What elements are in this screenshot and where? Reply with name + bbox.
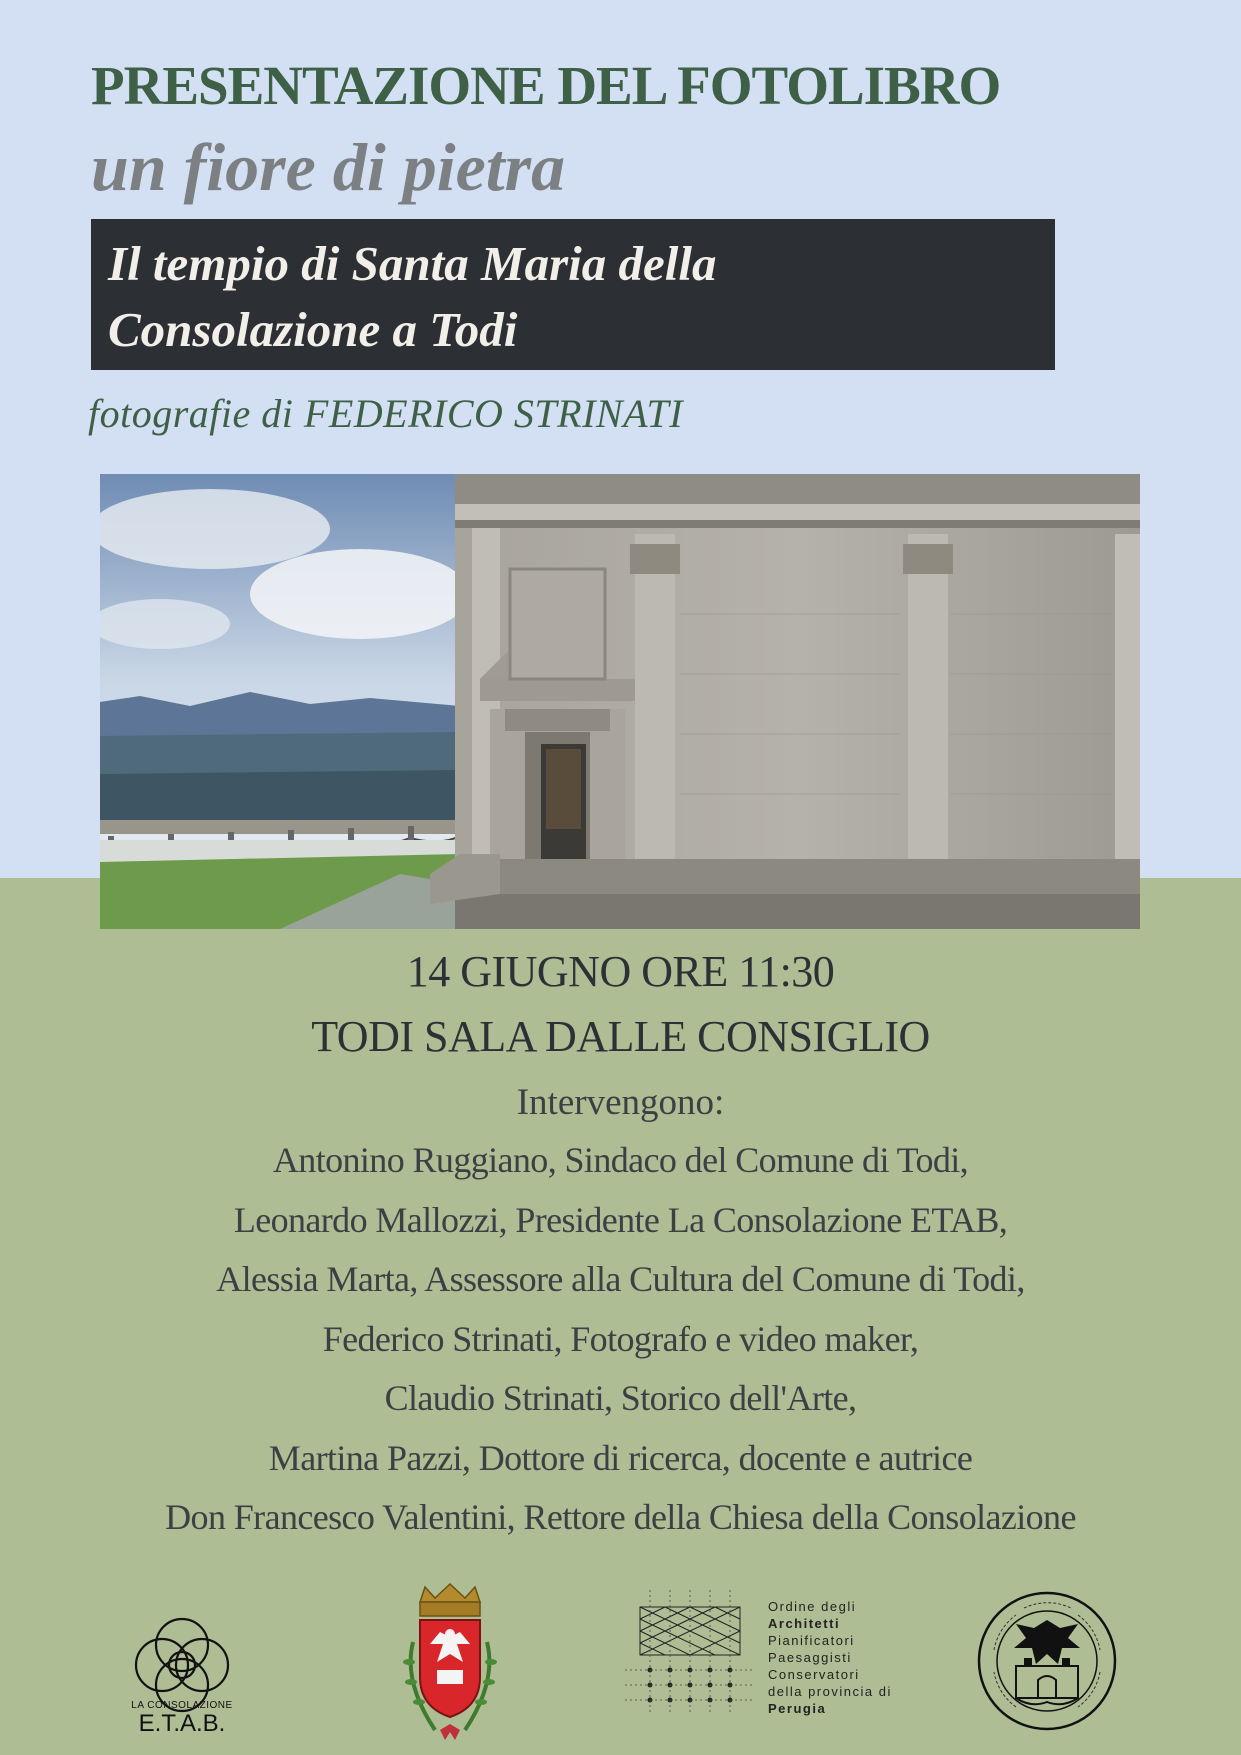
ordine-line: della provincia di — [768, 1684, 892, 1699]
banner-line: Consolazione a Todi — [108, 302, 518, 357]
church-photo — [100, 474, 1140, 929]
speaker-item: Martina Pazzi, Dottore di ricerca, docente e autrice — [268, 1437, 973, 1478]
photo-credit: fotografie di FEDERICO STRINATI — [88, 391, 684, 436]
etab-logo-big-text: E.T.A.B. — [138, 1710, 226, 1737]
speaker-item: Antonino Ruggiano, Sindaco del Comune di Todi, — [272, 1140, 969, 1180]
speakers-list — [0, 1131, 1241, 1548]
ordine-line: Pianificatori — [768, 1633, 855, 1648]
ordine-architetti-label — [768, 1598, 898, 1717]
poster-kicker: PRESENTAZIONE DEL FOTOLIBRO — [91, 55, 1001, 116]
ordine-line: Perugia — [768, 1701, 827, 1716]
event-date-time: 14 GIUGNO ORE 11:30 — [406, 947, 835, 996]
ordine-line: Architetti — [768, 1616, 841, 1631]
speaker-item: Leonardo Mallozzi, Presidente La Consolazione ETAB, — [233, 1199, 1008, 1240]
title-banner — [91, 219, 1055, 370]
book-title: un fiore di pietra — [91, 129, 566, 205]
speaker-item: Alessia Marta, Assessore alla Cultura del Comune di Todi, — [216, 1259, 1025, 1299]
speaker-item: Don Francesco Valentini, Rettore della Chiesa della Consolazione — [165, 1497, 1076, 1537]
speaker-item: Claudio Strinati, Storico dell'Arte, — [384, 1378, 857, 1418]
event-venue: TODI SALA DALLE CONSIGLIO — [311, 1012, 930, 1061]
speaker-item: Federico Strinati, Fotografo e video maker, — [322, 1318, 919, 1359]
ordine-line: Conservatori — [768, 1667, 860, 1682]
ordine-line: Paesaggisti — [768, 1650, 852, 1665]
todi-crest-icon — [395, 1582, 505, 1747]
etab-logo-small-text: LA CONSOLAZIONE — [131, 1700, 233, 1711]
speakers-heading: Intervengono: — [516, 1082, 725, 1123]
etab-logo-label — [120, 1700, 244, 1737]
banner-line: Il tempio di Santa Maria della — [108, 236, 717, 291]
ordine-line: Ordine degli — [768, 1599, 857, 1614]
todi-seal-icon — [976, 1590, 1118, 1732]
banner-text — [108, 231, 1038, 363]
